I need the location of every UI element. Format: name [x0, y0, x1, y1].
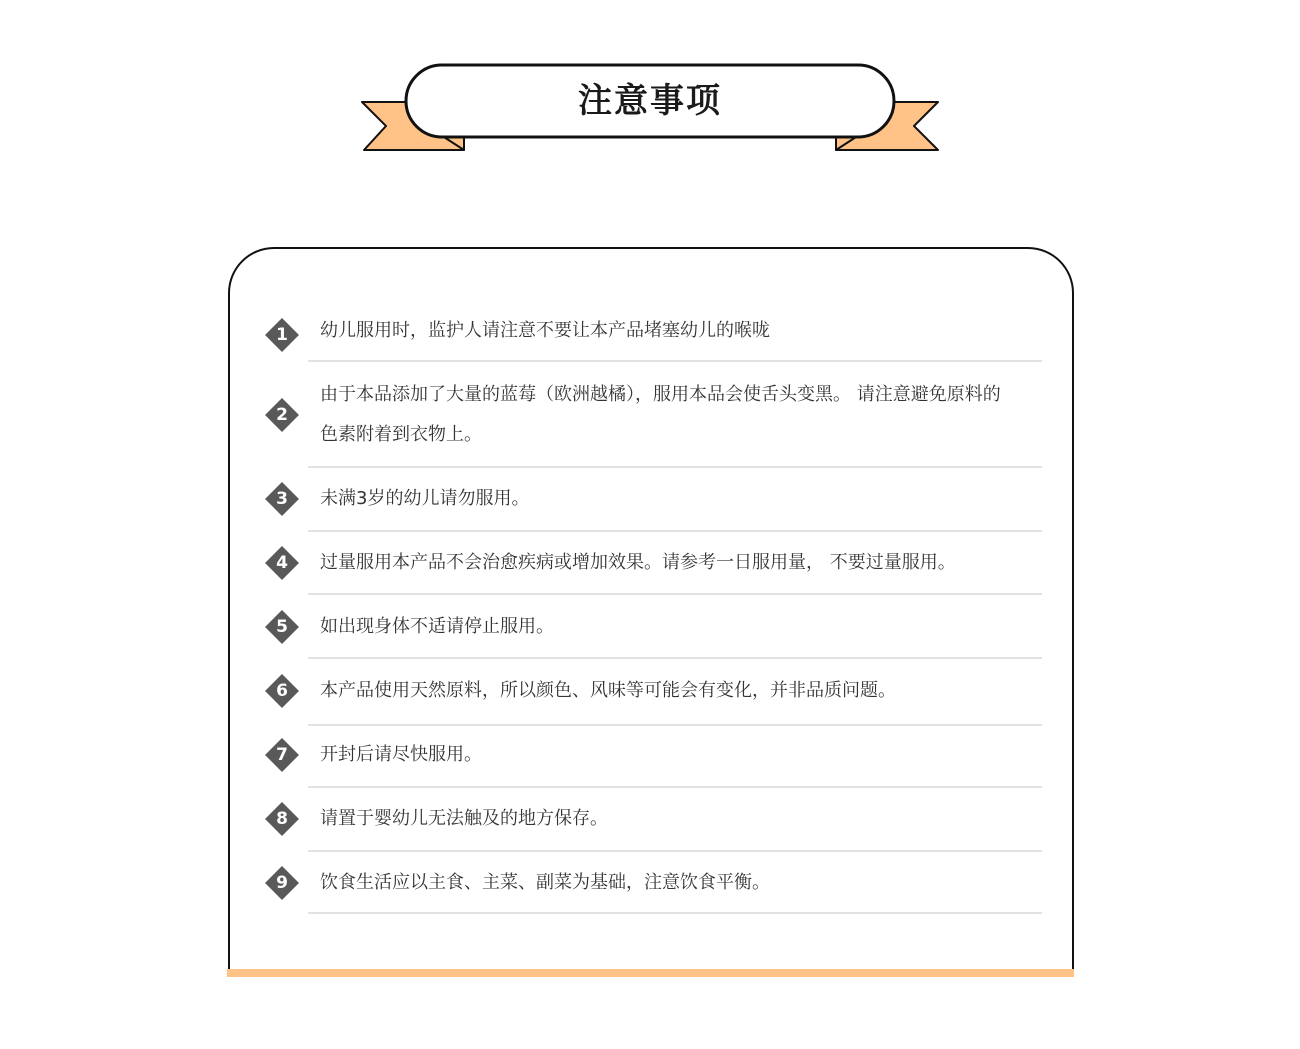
number-badge [263, 736, 301, 774]
item-text-line: 如出现身体不适请停止服用。 [320, 616, 554, 637]
title-banner [0, 0, 1300, 160]
item-text [320, 863, 1060, 903]
card-bottom-accent [227, 969, 1074, 977]
item-number: 1 [276, 325, 288, 345]
item-text-line: 由于本品添加了大量的蓝莓（欧洲越橘），服用本品会使舌头变黑。 请注意避免原料的 [320, 384, 1001, 405]
divider [308, 466, 1042, 468]
number-badge [263, 480, 301, 518]
number-badge [263, 544, 301, 582]
item-number: 5 [276, 617, 288, 637]
item-number: 9 [276, 873, 288, 893]
item-number: 3 [276, 489, 288, 509]
item-text-line: 未满3岁的幼儿请勿服用。 [320, 488, 530, 509]
item-number: 6 [276, 681, 288, 701]
number-badge [263, 672, 301, 710]
item-number: 4 [276, 553, 288, 573]
item-text [320, 311, 1060, 351]
item-text [320, 479, 1060, 519]
item-text [320, 375, 1060, 455]
item-number: 2 [276, 405, 288, 425]
item-text-line: 饮食生活应以主食、主菜、副菜为基础，注意饮食平衡。 [320, 872, 770, 893]
number-badge [263, 316, 301, 354]
divider [308, 593, 1042, 595]
item-text-line: 过量服用本产品不会治愈疾病或增加效果。请参考一日服用量， 不要过量服用。 [320, 552, 956, 573]
divider [308, 530, 1042, 532]
item-text [320, 735, 1060, 775]
notice-list [230, 249, 1072, 971]
divider [308, 360, 1042, 362]
item-number: 8 [276, 809, 288, 829]
item-text [320, 799, 1060, 839]
number-badge [263, 396, 301, 434]
item-text [320, 543, 1060, 583]
item-text-line: 本产品使用天然原料，所以颜色、风味等可能会有变化，并非品质问题。 [320, 680, 896, 701]
number-badge [263, 864, 301, 902]
item-text [320, 607, 1060, 647]
divider [308, 657, 1042, 659]
item-text [320, 671, 1060, 711]
number-badge [263, 800, 301, 838]
item-text-line: 开封后请尽快服用。 [320, 744, 482, 765]
divider [308, 724, 1042, 726]
page-title: 注意事项 [578, 81, 722, 121]
divider [308, 912, 1042, 914]
divider [308, 850, 1042, 852]
notice-card [228, 247, 1074, 971]
number-badge [263, 608, 301, 646]
divider [308, 786, 1042, 788]
item-number: 7 [276, 745, 288, 765]
item-text-line: 色素附着到衣物上。 [320, 424, 482, 445]
item-text-line: 幼儿服用时，监护人请注意不要让本产品堵塞幼儿的喉咙 [320, 320, 770, 341]
item-text-line: 请置于婴幼儿无法触及的地方保存。 [320, 808, 608, 829]
